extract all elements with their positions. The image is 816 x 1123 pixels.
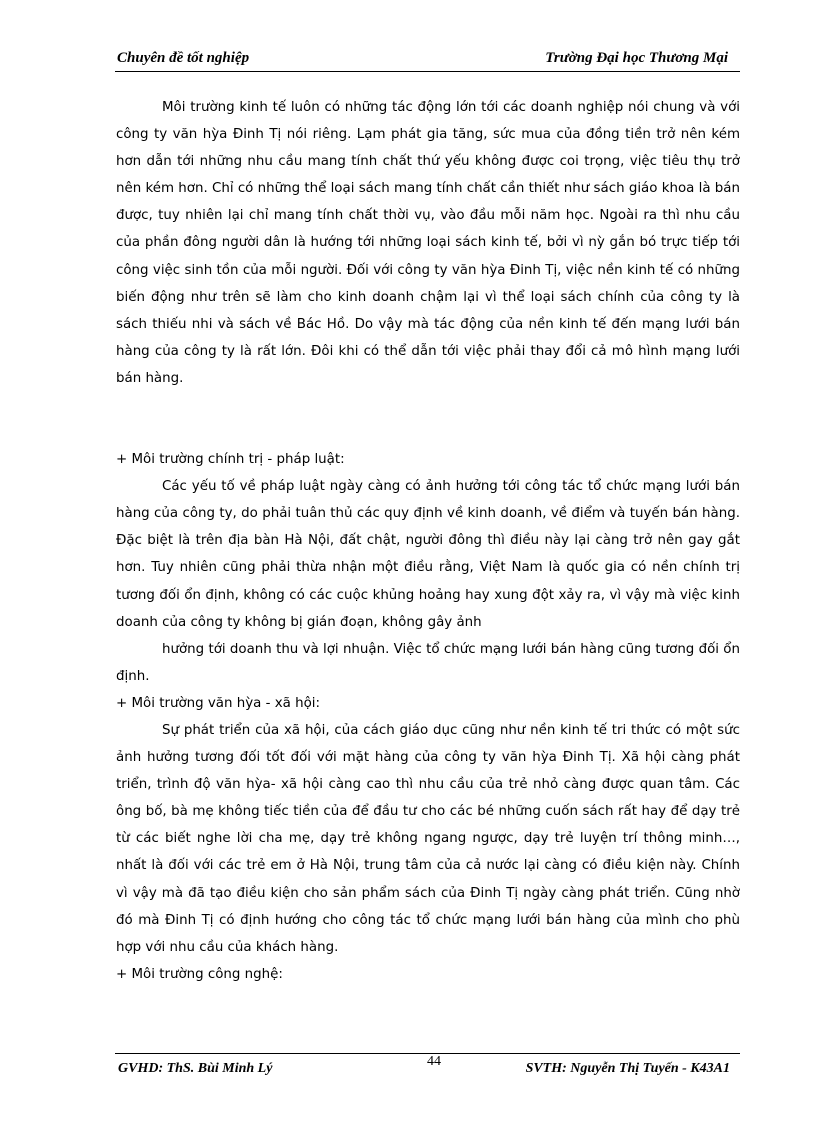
page-header <box>115 48 730 70</box>
paragraph-political-environment: Các yếu tố về pháp luật ngày càng có ảnh hưởng tới công tác tổ chức mạng lưới bán hàng của công ty, do phải tuân thủ các quy định về kinh doanh, về điểm và tuyến bán hàng. Đặc biệt là trên địa bàn Hà Nội, đất chật, người đông thì điều này lại càng trở nên gay gắt hơn. Tuy nhiên cũng phải thừa nhận một điều rằng, Việt Nam là quốc gia có nền chính trị tương đối ổn định, không có các cuộc khủng hoảng hay xung đột xảy ra, vì vậy mà việc kinh doanh của công ty không bị gián đoạn, không gây ảnh <box>116 479 740 630</box>
heading-cultural-environment: + Môi trường văn hỳa - xã hội: <box>116 695 321 711</box>
page-footer <box>115 1054 740 1080</box>
paragraph-cultural-environment: Sự phát triển của xã hội, của cách giáo dục cũng như nền kinh tế tri thức có một sức ảnh hưởng tương đối tốt đối với mặt hàng của công ty văn hỳa Đinh Tị. Xã hội càng phát triển, trình độ văn hỳa- xã hội càng cao thì nhu cầu của trẻ nhỏ càng được quan tâm. Các ông bố, bà mẹ không tiếc tiền của để đầu tư cho các bé những cuốn sách rất hay để dạy trẻ từ các biết nghe lời cha mẹ, dạy trẻ không ngang ngược, dạy trẻ luyện trí thông minh…, nhất là đối với các trẻ em ở Hà Nội, trung tâm của cả nước lại càng có điều kiện này. Chính vì vậy mà đã tạo điều kiện cho sản phẩm sách của Đinh Tị ngày càng phát triển. Cũng nhờ đó mà Đinh Tị có định hướng cho công tác tổ chức mạng lưới bán hàng của mình cho phù hợp với nhu cầu của khách hàng. <box>116 722 740 955</box>
header-divider <box>115 71 740 72</box>
footer-student: SVTH: Nguyễn Thị Tuyến - K43A1 <box>525 1061 730 1076</box>
header-topic: Chuyên đề tốt nghiệp <box>117 50 250 66</box>
heading-political-environment: + Môi trường chính trị - pháp luật: <box>116 452 345 468</box>
header-university: Trường Đại học Thương Mại <box>545 50 728 66</box>
page-body <box>116 94 740 988</box>
blank-gap <box>116 392 740 446</box>
paragraph-economic-environment: Môi trường kinh tế luôn có những tác động lớn tới các doanh nghiệp nói chung và với công ty văn hỳa Đinh Tị nói riêng. Lạm phát gia tăng, sức mua của đồng tiền trở nên kém hơn dẫn tới những nhu cầu mang tính chất thứ yếu không được coi trọng, việc tiêu thụ trở nên kém hơn. Chỉ có những thể loại sách mang tính chất cần thiết như sách giáo khoa là bán được, tuy nhiên lại chỉ mang tính chất thời vụ, vào đầu mỗi năm học. Ngoài ra thì nhu cầu của phần đông người dân là hướng tới những loại sách kinh tế, bởi vì nỳ gắn bó trực tiếp tới công việc sinh tồn của mỗi người. Đối với công ty văn hỳa Đinh Tị, việc nền kinh tế có những biến động như trên sẽ làm cho kinh doanh chậm lại vì thể loại sách chính của công ty là sách thiếu nhi và sách về Bác Hồ. Do vậy mà tác động của nền kinh tế đến mạng lưới bán hàng của công ty là rất lớn. Đôi khi có thể dẫn tới việc phải thay đổi cả mô hình mạng lưới bán hàng. <box>116 100 740 386</box>
paragraph-political-continuation: hưởng tới doanh thu và lợi nhuận. Việc tổ chức mạng lưới bán hàng cũng tương đối ổn định. <box>116 641 740 684</box>
heading-technology-environment: + Môi trường công nghệ: <box>116 966 283 982</box>
page-number: 44 <box>427 1054 441 1069</box>
footer-supervisor: GVHD: ThS. Bùi Minh Lý <box>118 1061 273 1076</box>
